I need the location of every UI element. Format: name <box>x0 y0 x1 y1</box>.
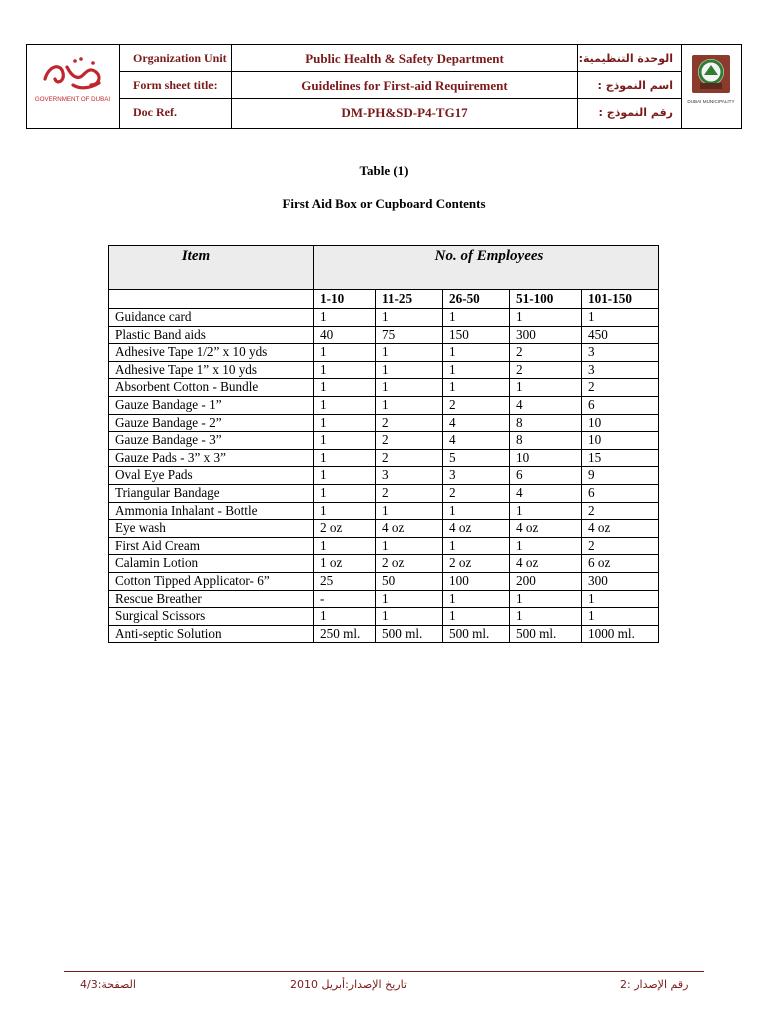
quantity-cell: 1 <box>582 590 659 608</box>
header-row-form-title <box>120 72 681 99</box>
item-cell: Gauze Bandage - 2” <box>109 414 314 432</box>
employees-group-header: No. of Employees <box>314 246 659 290</box>
table-row <box>109 344 659 362</box>
item-column-header: Item <box>109 246 314 290</box>
column-header: 51-100 <box>510 290 582 309</box>
quantity-cell: 2 oz <box>314 520 376 538</box>
quantity-cell: 6 oz <box>582 555 659 573</box>
item-cell: Gauze Bandage - 3” <box>109 432 314 450</box>
quantity-cell: 1 <box>314 484 376 502</box>
quantity-cell: 250 ml. <box>314 625 376 643</box>
quantity-cell: 2 <box>376 414 443 432</box>
quantity-cell: 1 <box>376 379 443 397</box>
quantity-cell: 1 <box>443 344 510 362</box>
item-cell: Oval Eye Pads <box>109 467 314 485</box>
quantity-cell: 1 <box>443 379 510 397</box>
header-value: Guidelines for First-aid Requirement <box>232 72 578 98</box>
quantity-cell: 1 <box>443 590 510 608</box>
quantity-cell: 1 <box>376 537 443 555</box>
quantity-cell: 10 <box>582 432 659 450</box>
quantity-cell: 300 <box>582 572 659 590</box>
table-row <box>109 572 659 590</box>
table-row <box>109 537 659 555</box>
quantity-cell: 3 <box>443 467 510 485</box>
table-subtitle: First Aid Box or Cupboard Contents <box>282 196 486 211</box>
quantity-cell: 1 <box>314 449 376 467</box>
quantity-cell: 2 <box>582 379 659 397</box>
quantity-cell: 6 <box>510 467 582 485</box>
item-cell: Eye wash <box>109 520 314 538</box>
quantity-cell: 1 <box>510 309 582 327</box>
quantity-cell: 500 ml. <box>376 625 443 643</box>
quantity-cell: 50 <box>376 572 443 590</box>
quantity-cell: 1 <box>443 361 510 379</box>
quantity-cell: 1 <box>376 608 443 626</box>
table-caption: Table (1) <box>359 163 409 178</box>
item-cell: First Aid Cream <box>109 537 314 555</box>
quantity-cell: 1 <box>510 537 582 555</box>
item-subheader-blank <box>109 290 314 309</box>
quantity-cell: 1 <box>376 502 443 520</box>
quantity-cell: 500 ml. <box>510 625 582 643</box>
quantity-cell: 1 <box>314 344 376 362</box>
header-label: Organization Unit <box>120 45 232 71</box>
quantity-cell: 1 <box>443 309 510 327</box>
item-cell: Adhesive Tape 1” x 10 yds <box>109 361 314 379</box>
column-header: 26-50 <box>443 290 510 309</box>
quantity-cell: 200 <box>510 572 582 590</box>
quantity-cell: 1000 ml. <box>582 625 659 643</box>
quantity-cell: 4 oz <box>376 520 443 538</box>
quantity-cell: 1 <box>376 309 443 327</box>
quantity-cell: 75 <box>376 326 443 344</box>
quantity-cell: 4 oz <box>510 555 582 573</box>
item-cell: Anti-septic Solution <box>109 625 314 643</box>
table-header-row <box>109 246 659 290</box>
quantity-cell: 3 <box>376 467 443 485</box>
government-of-dubai-logo <box>27 45 120 128</box>
quantity-cell: 4 <box>443 432 510 450</box>
quantity-cell: 1 <box>314 309 376 327</box>
quantity-cell: 1 <box>510 379 582 397</box>
item-cell: Triangular Bandage <box>109 484 314 502</box>
document-header <box>26 44 742 129</box>
item-cell: Gauze Pads - 3” x 3” <box>109 449 314 467</box>
table-row <box>109 414 659 432</box>
quantity-cell: 4 oz <box>510 520 582 538</box>
quantity-cell: 100 <box>443 572 510 590</box>
quantity-cell: 2 <box>582 537 659 555</box>
quantity-cell: 1 <box>510 608 582 626</box>
quantity-cell: 4 oz <box>443 520 510 538</box>
quantity-cell: 150 <box>443 326 510 344</box>
dubai-municipality-logo <box>681 45 741 128</box>
table-row <box>109 396 659 414</box>
quantity-cell: 2 <box>443 484 510 502</box>
item-cell: Calamin Lotion <box>109 555 314 573</box>
item-cell: Surgical Scissors <box>109 608 314 626</box>
first-aid-contents-table <box>108 245 659 643</box>
quantity-cell: 2 <box>510 344 582 362</box>
column-header: 101-150 <box>582 290 659 309</box>
footer-divider <box>64 971 704 972</box>
table-row <box>109 590 659 608</box>
item-cell: Cotton Tipped Applicator- 6” <box>109 572 314 590</box>
item-cell: Guidance card <box>109 309 314 327</box>
header-label: Doc Ref. <box>120 99 232 128</box>
quantity-cell: 2 <box>443 396 510 414</box>
quantity-cell: 2 <box>376 484 443 502</box>
table-row <box>109 608 659 626</box>
quantity-cell: 1 <box>376 361 443 379</box>
quantity-cell: 4 <box>510 396 582 414</box>
quantity-cell: 1 <box>376 344 443 362</box>
quantity-cell: 2 <box>376 449 443 467</box>
quantity-cell: 1 <box>443 502 510 520</box>
header-label: Form sheet title: <box>120 72 232 98</box>
table-row <box>109 449 659 467</box>
table-row <box>109 326 659 344</box>
item-cell: Ammonia Inhalant - Bottle <box>109 502 314 520</box>
table-body <box>109 309 659 643</box>
quantity-cell: 25 <box>314 572 376 590</box>
header-value: DM-PH&SD-P4-TG17 <box>232 99 578 128</box>
quantity-cell: 4 <box>510 484 582 502</box>
quantity-cell: 8 <box>510 432 582 450</box>
quantity-cell: 40 <box>314 326 376 344</box>
footer-page-number: الصفحة:4/3 <box>80 978 136 991</box>
quantity-cell: 1 <box>314 361 376 379</box>
quantity-cell: 2 oz <box>443 555 510 573</box>
table-row <box>109 309 659 327</box>
table-row <box>109 625 659 643</box>
table-row <box>109 502 659 520</box>
quantity-cell: 3 <box>582 361 659 379</box>
item-cell: Adhesive Tape 1/2” x 10 yds <box>109 344 314 362</box>
quantity-cell: - <box>314 590 376 608</box>
table-row <box>109 555 659 573</box>
quantity-cell: 15 <box>582 449 659 467</box>
table-row <box>109 520 659 538</box>
table-row <box>109 484 659 502</box>
quantity-cell: 10 <box>582 414 659 432</box>
quantity-cell: 2 <box>510 361 582 379</box>
logo-caption: DUBAI MUNICIPALITY <box>687 99 735 104</box>
table-row <box>109 432 659 450</box>
quantity-cell: 2 <box>376 432 443 450</box>
header-grid <box>120 45 681 128</box>
item-cell: Plastic Band aids <box>109 326 314 344</box>
quantity-cell: 1 <box>314 396 376 414</box>
quantity-cell: 450 <box>582 326 659 344</box>
table-subheader-row <box>109 290 659 309</box>
quantity-cell: 2 <box>582 502 659 520</box>
quantity-cell: 1 <box>314 608 376 626</box>
quantity-cell: 6 <box>582 396 659 414</box>
quantity-cell: 1 <box>582 608 659 626</box>
quantity-cell: 1 oz <box>314 555 376 573</box>
quantity-cell: 300 <box>510 326 582 344</box>
header-row-organization <box>120 45 681 72</box>
quantity-cell: 1 <box>314 432 376 450</box>
quantity-cell: 1 <box>314 414 376 432</box>
footer-issue-date: تاريخ الإصدار:أبريل 2010 <box>290 978 407 991</box>
header-row-doc-ref <box>120 99 681 128</box>
quantity-cell: 3 <box>582 344 659 362</box>
quantity-cell: 10 <box>510 449 582 467</box>
quantity-cell: 1 <box>443 608 510 626</box>
column-header: 11-25 <box>376 290 443 309</box>
quantity-cell: 1 <box>376 590 443 608</box>
quantity-cell: 1 <box>314 379 376 397</box>
table-row <box>109 361 659 379</box>
quantity-cell: 6 <box>582 484 659 502</box>
item-cell: Gauze Bandage - 1” <box>109 396 314 414</box>
table-row <box>109 467 659 485</box>
quantity-cell: 4 <box>443 414 510 432</box>
quantity-cell: 5 <box>443 449 510 467</box>
quantity-cell: 1 <box>510 590 582 608</box>
quantity-cell: 1 <box>314 502 376 520</box>
quantity-cell: 1 <box>443 537 510 555</box>
quantity-cell: 9 <box>582 467 659 485</box>
item-cell: Absorbent Cotton - Bundle <box>109 379 314 397</box>
header-arabic-label: رقم النموذج : <box>598 106 673 119</box>
quantity-cell: 2 oz <box>376 555 443 573</box>
quantity-cell: 500 ml. <box>443 625 510 643</box>
table-row <box>109 379 659 397</box>
quantity-cell: 1 <box>314 467 376 485</box>
quantity-cell: 1 <box>376 396 443 414</box>
quantity-cell: 1 <box>314 537 376 555</box>
header-value: Public Health & Safety Department <box>232 45 578 71</box>
logo-caption: GOVERNMENT OF DUBAI <box>34 96 111 103</box>
quantity-cell: 1 <box>510 502 582 520</box>
header-arabic-label: الوحدة التنظيمية: <box>578 52 673 65</box>
quantity-cell: 4 oz <box>582 520 659 538</box>
footer-issue-number: رقم الإصدار :2 <box>620 978 689 991</box>
column-header: 1-10 <box>314 290 376 309</box>
header-arabic-label: اسم النموذج : <box>597 79 673 92</box>
item-cell: Rescue Breather <box>109 590 314 608</box>
quantity-cell: 1 <box>582 309 659 327</box>
quantity-cell: 8 <box>510 414 582 432</box>
